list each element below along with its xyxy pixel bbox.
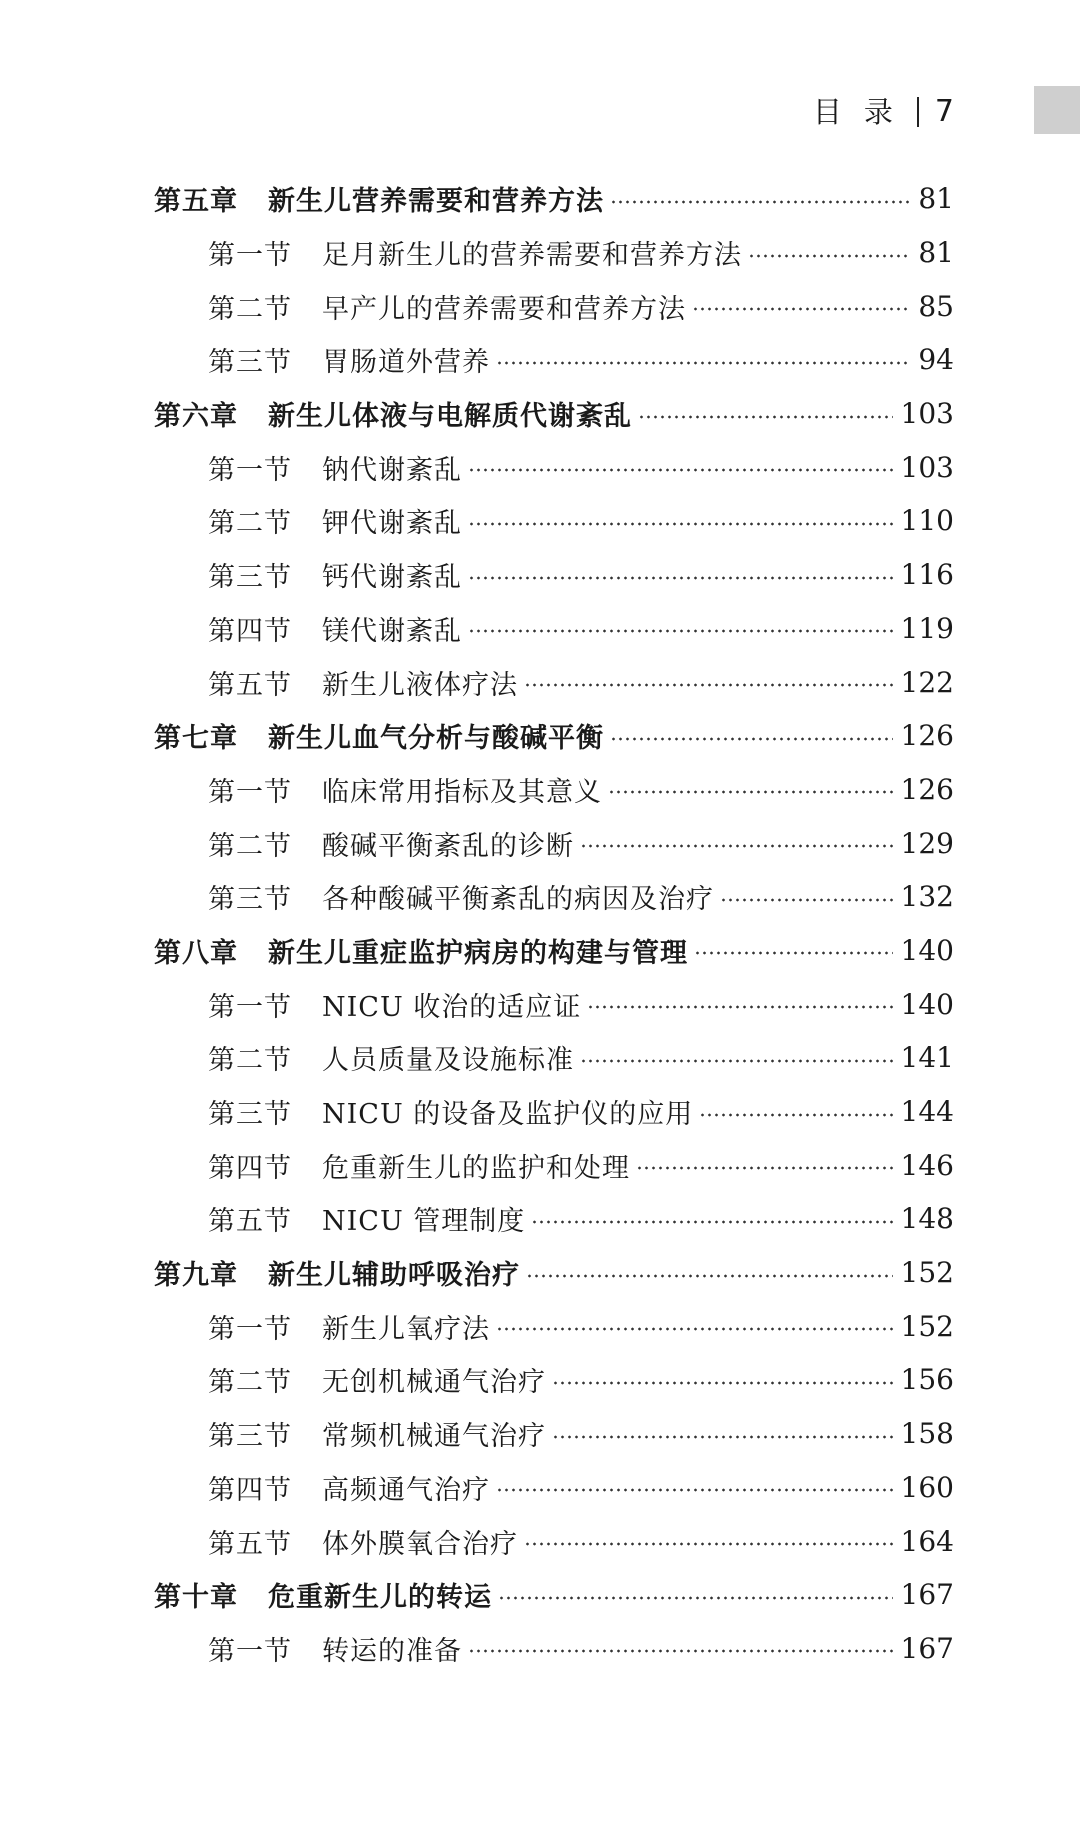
toc-entry-title: NICU 的设备及监护仪的应用 <box>322 1099 694 1131</box>
dot-leader <box>638 415 893 419</box>
header-title: 目录 <box>812 95 915 129</box>
toc-entry-title: 体外膜氧合治疗 <box>322 1528 518 1560</box>
toc-entry-page: 81 <box>918 236 954 270</box>
toc-entry-label: 第七章 <box>154 723 238 755</box>
toc-entry-page: 129 <box>900 826 954 860</box>
toc-entry-label: 第一节 <box>208 776 292 808</box>
toc-entry-label: 第八章 <box>154 937 238 969</box>
toc-entry-page: 152 <box>900 1256 954 1290</box>
dot-leader <box>552 1381 893 1385</box>
toc-entry-title: 临床常用指标及其意义 <box>322 776 602 808</box>
toc-section-entry <box>154 977 954 1031</box>
toc-entry-title: 钙代谢紊乱 <box>322 562 462 594</box>
toc-entry-page: 85 <box>918 289 954 323</box>
toc-entry-title: 足月新生儿的营养需要和营养方法 <box>322 240 742 272</box>
dot-leader <box>468 629 893 633</box>
toc-section-entry <box>154 494 954 548</box>
dot-leader <box>531 1220 892 1224</box>
toc-section-entry <box>154 226 954 280</box>
toc-entry-page: 164 <box>900 1524 954 1558</box>
toc-entry-page: 152 <box>900 1309 954 1343</box>
toc-section-entry <box>154 1353 954 1407</box>
toc-entry-label: 第三节 <box>208 562 292 594</box>
toc-entry-label: 第五节 <box>208 1206 292 1238</box>
toc-entry-label: 第二节 <box>208 293 292 325</box>
toc-entry-title: 新生儿辅助呼吸治疗 <box>268 1260 520 1292</box>
table-of-contents <box>154 172 954 1675</box>
toc-entry-title: 新生儿氧疗法 <box>322 1313 490 1345</box>
toc-entry-title: 转运的准备 <box>322 1635 462 1667</box>
toc-entry-label: 第四节 <box>208 1152 292 1184</box>
toc-entry-label: 第九章 <box>154 1260 238 1292</box>
toc-section-entry <box>154 1622 954 1676</box>
dot-leader <box>720 898 893 902</box>
toc-entry-page: 132 <box>900 880 954 914</box>
toc-section-entry <box>154 333 954 387</box>
toc-entry-label: 第一节 <box>208 991 292 1023</box>
toc-entry-label: 第二节 <box>208 1367 292 1399</box>
toc-entry-label: 第六章 <box>154 401 238 433</box>
toc-entry-label: 第三节 <box>208 347 292 379</box>
toc-section-entry <box>154 440 954 494</box>
dot-leader <box>496 1488 893 1492</box>
toc-entry-page: 148 <box>900 1202 954 1236</box>
toc-entry-label: 第一节 <box>208 1635 292 1667</box>
toc-chapter-entry <box>154 709 954 763</box>
toc-entry-title: 人员质量及设施标准 <box>322 1045 574 1077</box>
toc-entry-label: 第三节 <box>208 1421 292 1453</box>
dot-leader <box>468 468 893 472</box>
dot-leader <box>468 522 893 526</box>
toc-entry-title: 钾代谢紊乱 <box>322 508 462 540</box>
toc-entry-page: 110 <box>900 504 954 538</box>
toc-section-entry <box>154 655 954 709</box>
dot-leader <box>610 737 893 741</box>
dot-leader <box>608 790 893 794</box>
toc-entry-title: NICU 收治的适应证 <box>322 991 582 1023</box>
toc-entry-page: 140 <box>900 987 954 1021</box>
dot-leader <box>692 307 910 311</box>
toc-section-entry <box>154 1461 954 1515</box>
toc-entry-title: 新生儿重症监护病房的构建与管理 <box>268 937 688 969</box>
toc-entry-label: 第三节 <box>208 884 292 916</box>
toc-entry-page: 119 <box>900 611 954 645</box>
dot-leader <box>610 200 910 204</box>
toc-entry-page: 116 <box>900 558 954 592</box>
toc-entry-label: 第四节 <box>208 1474 292 1506</box>
toc-entry-page: 158 <box>900 1417 954 1451</box>
toc-entry-page: 141 <box>900 1041 954 1075</box>
dot-leader <box>636 1166 893 1170</box>
toc-entry-title: 酸碱平衡紊乱的诊断 <box>322 830 574 862</box>
toc-entry-page: 160 <box>900 1470 954 1504</box>
toc-chapter-entry <box>154 172 954 226</box>
toc-section-entry <box>154 1085 954 1139</box>
dot-leader <box>496 1327 893 1331</box>
toc-entry-title: 镁代谢紊乱 <box>322 615 462 647</box>
toc-section-entry <box>154 1299 954 1353</box>
running-header <box>813 94 954 130</box>
dot-leader <box>748 254 910 258</box>
dot-leader <box>587 1005 892 1009</box>
toc-entry-page: 94 <box>918 343 954 377</box>
toc-entry-page: 103 <box>900 450 954 484</box>
toc-entry-title: 危重新生儿的转运 <box>268 1582 492 1614</box>
toc-entry-page: 122 <box>900 665 954 699</box>
dot-leader <box>526 1274 893 1278</box>
toc-section-entry <box>154 1138 954 1192</box>
toc-entry-label: 第五章 <box>154 186 238 218</box>
toc-entry-label: 第三节 <box>208 1099 292 1131</box>
toc-entry-label: 第四节 <box>208 615 292 647</box>
toc-entry-page: 156 <box>900 1363 954 1397</box>
toc-entry-page: 126 <box>900 719 954 753</box>
toc-section-entry <box>154 1514 954 1568</box>
toc-chapter-entry <box>154 924 954 978</box>
toc-section-entry <box>154 816 954 870</box>
toc-entry-label: 第十章 <box>154 1582 238 1614</box>
dot-leader <box>496 361 910 365</box>
side-thumb-tab <box>1034 86 1080 134</box>
toc-entry-label: 第二节 <box>208 508 292 540</box>
toc-section-entry <box>154 763 954 817</box>
toc-entry-page: 81 <box>918 182 954 216</box>
toc-entry-label: 第一节 <box>208 454 292 486</box>
toc-entry-title: 钠代谢紊乱 <box>322 454 462 486</box>
toc-entry-label: 第五节 <box>208 1528 292 1560</box>
dot-leader <box>694 951 893 955</box>
toc-entry-page: 167 <box>900 1631 954 1665</box>
toc-entry-title: 危重新生儿的监护和处理 <box>322 1152 630 1184</box>
toc-entry-label: 第二节 <box>208 830 292 862</box>
toc-entry-title: 早产儿的营养需要和营养方法 <box>322 293 686 325</box>
toc-entry-page: 140 <box>900 933 954 967</box>
dot-leader <box>468 576 893 580</box>
toc-entry-title: 各种酸碱平衡紊乱的病因及治疗 <box>322 884 714 916</box>
dot-leader <box>524 1542 893 1546</box>
toc-section-entry <box>154 279 954 333</box>
toc-section-entry <box>154 1192 954 1246</box>
toc-section-entry <box>154 1407 954 1461</box>
toc-section-entry <box>154 1031 954 1085</box>
toc-entry-title: 无创机械通气治疗 <box>322 1367 546 1399</box>
toc-entry-title: NICU 管理制度 <box>322 1206 526 1238</box>
dot-leader <box>498 1596 893 1600</box>
header-divider <box>917 97 919 127</box>
toc-entry-page: 146 <box>900 1148 954 1182</box>
toc-entry-title: 胃肠道外营养 <box>322 347 490 379</box>
toc-entry-page: 144 <box>900 1095 954 1129</box>
toc-entry-page: 126 <box>900 772 954 806</box>
dot-leader <box>468 1649 893 1653</box>
dot-leader <box>524 683 893 687</box>
toc-entry-page: 103 <box>900 397 954 431</box>
toc-entry-page: 167 <box>900 1578 954 1612</box>
toc-entry-title: 新生儿体液与电解质代谢紊乱 <box>268 401 632 433</box>
dot-leader <box>580 1059 893 1063</box>
toc-chapter-entry <box>154 387 954 441</box>
toc-entry-label: 第一节 <box>208 1313 292 1345</box>
toc-section-entry <box>154 548 954 602</box>
toc-entry-label: 第一节 <box>208 240 292 272</box>
header-page-number: 7 <box>934 94 954 129</box>
dot-leader <box>552 1435 893 1439</box>
dot-leader <box>699 1113 892 1117</box>
toc-entry-title: 新生儿营养需要和营养方法 <box>268 186 604 218</box>
toc-entry-label: 第五节 <box>208 669 292 701</box>
toc-section-entry <box>154 602 954 656</box>
toc-chapter-entry <box>154 1246 954 1300</box>
toc-entry-title: 高频通气治疗 <box>322 1474 490 1506</box>
toc-entry-title: 常频机械通气治疗 <box>322 1421 546 1453</box>
toc-entry-label: 第二节 <box>208 1045 292 1077</box>
toc-entry-title: 新生儿血气分析与酸碱平衡 <box>268 723 604 755</box>
toc-section-entry <box>154 870 954 924</box>
dot-leader <box>580 844 893 848</box>
toc-entry-title: 新生儿液体疗法 <box>322 669 518 701</box>
toc-chapter-entry <box>154 1568 954 1622</box>
